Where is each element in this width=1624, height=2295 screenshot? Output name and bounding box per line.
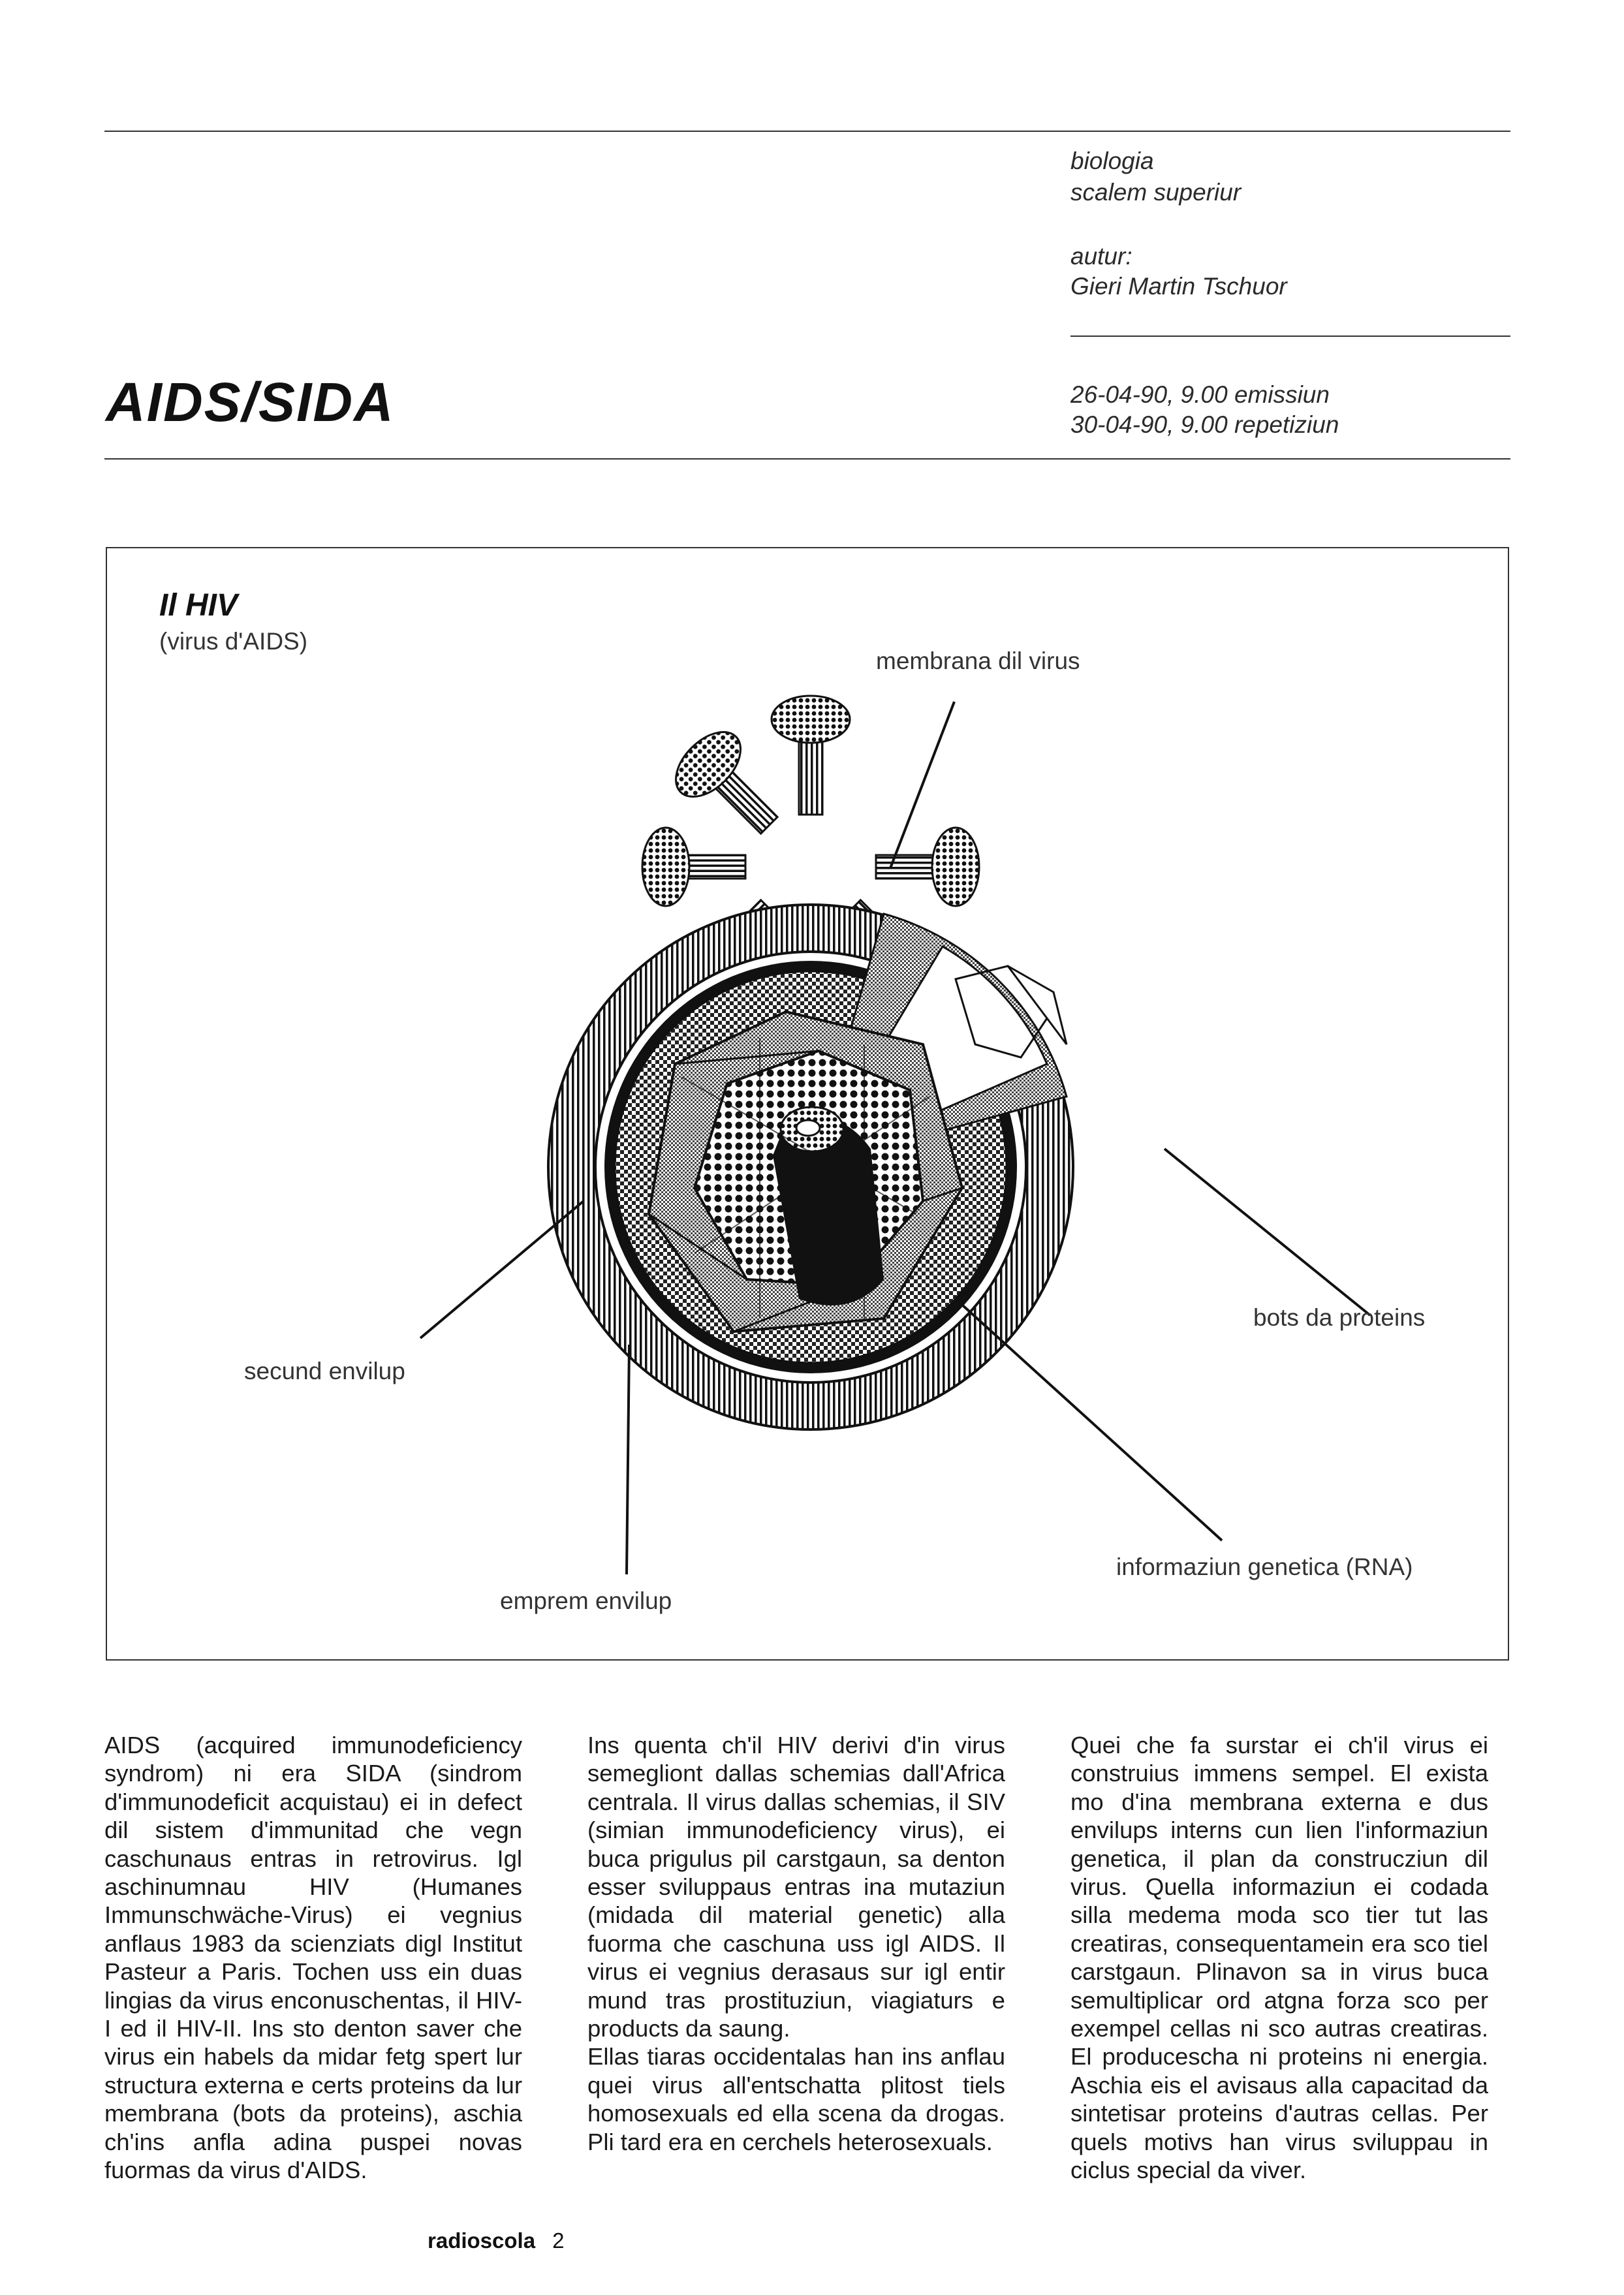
label-genetic-info: informaziun genetica (RNA) [1116,1553,1413,1580]
author-label: autur: [1070,243,1132,270]
hiv-figure [106,547,1509,1661]
figure-title: Il HIV [159,588,238,623]
label-membrane: membrana dil virus [876,648,1080,674]
hiv-diagram [107,548,1508,1659]
paragraph: Ins quenta ch'il HIV derivi d'in virus semegliont dallas schemias dall'Africa centrala. Il virus dallas schemias, il SIV (simian immunodeficiency virus), ei buca prigulus pil carstgaun, sa denton esser sviluppaus entras ina mutaziun (midada dil material genetic) alla fuorma che caschuna uss igl AIDS. Il virus ei vegnius derasaus sur igl entir mund tras prostituziun, viagiaturs e products da saung. [587,1732,1005,2042]
label-first-envelope: emprem envilup [500,1587,672,1614]
meta-divider-rule [1070,336,1510,337]
page-number: 2 [552,2228,565,2253]
author-name: Gieri Martin Tschuor [1070,273,1287,300]
figure-subtitle: (virus d'AIDS) [159,628,308,655]
paragraph: Quei che fa surstar ei ch'il virus ei construius immens sempel. El exista mo d'ina membrana externa e dus envilups interns cun lien l'informaziun genetica, il plan da construcziun dil virus. Quella informaziun ei codada silla medema moda sco tier tut las creatiras, consequentamein era sco tiel carstgaun. Plinavon sa in virus buca semultiplicar ord atgna forza sco per exempel cellas ni sco autras creatiras. El producescha ni proteins ni energia. Aschia eis el avisaus alla capacitad da sintetisar proteins d'autras cellas. Per quels motivs han virus sviluppau in ciclus special da viver. [1070,1732,1488,2184]
top-rule [104,131,1510,132]
label-protein-spikes: bots da proteins [1253,1304,1426,1331]
text-column-1 [104,1731,522,2185]
text-column-3 [1070,1731,1488,2185]
broadcast-date: 26-04-90, 9.00 emissiun [1070,381,1330,408]
page-title: AIDS/SIDA [106,371,395,433]
label-second-envelope: secund envilup [244,1358,405,1384]
title-bottom-rule [104,458,1510,460]
paragraph: Ellas tiaras occidentalas han ins anflau quei virus all'entschatta plitost tiels homosexuals ed ella scena da drogas. Pli tard era en cerchels heterosexuals. [587,2043,1005,2155]
footer [428,2228,564,2253]
subject: biologia [1070,148,1154,174]
repeat-date: 30-04-90, 9.00 repetiziun [1070,411,1339,438]
text-column-2 [587,1731,1005,2156]
footer-brand: radioscola [428,2228,536,2253]
level: scalem superiur [1070,179,1241,206]
virus-body [548,905,1073,1429]
paragraph: AIDS (acquired immunodeficiency syndrom) ni era SIDA (sindrom d'immunodeficit acquistau) ei in defect dil sistem d'immunitad che vegn caschunaus entras in retrovirus. Igl aschinumnau HIV (Humanes Immunschwäche-Virus) ei vegnius anflaus 1983 da scienziats digl Institut Pasteur a Paris. Tochen uss ein duas lingias da virus enconuschentas, il HIV-I ed il HIV-II. Ins sto denton saver che virus ein habels da midar fetg spert lur structura externa e certs proteins da lur membrana (bots da proteins), aschia ch'ins anfla adina puspei novas fuormas da virus d'AIDS. [104,1732,522,2184]
